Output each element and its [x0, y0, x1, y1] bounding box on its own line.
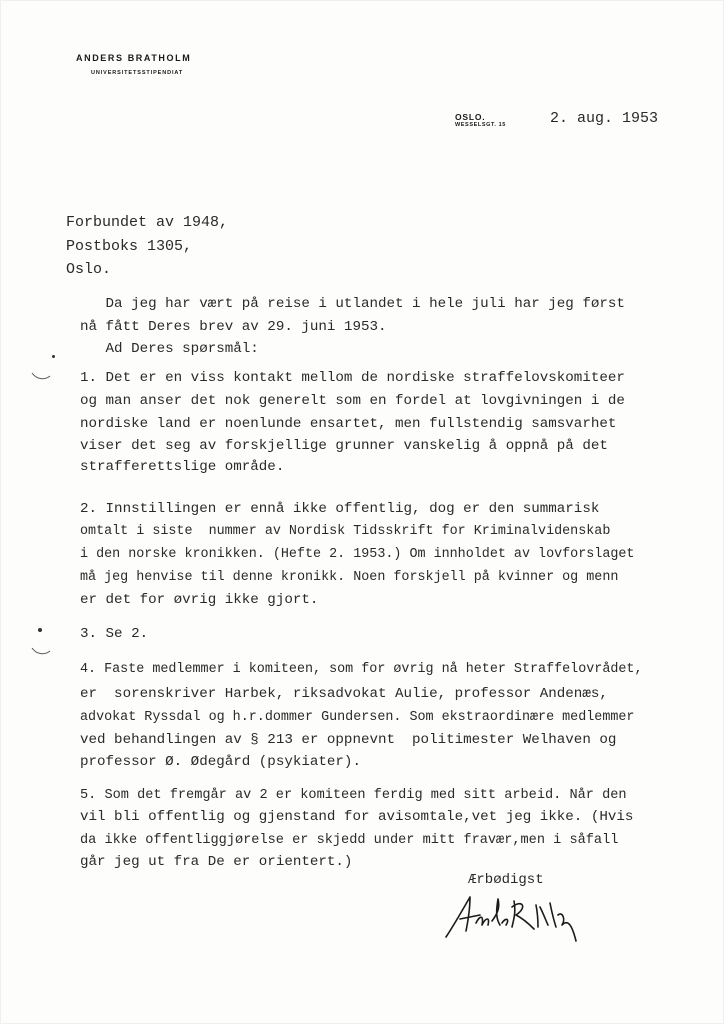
body-line: da ikke offentliggjørelse er skjedd under mitt fravær,men i såfall [80, 833, 619, 848]
letterhead-street: WESSELSGT. 15 [455, 122, 506, 128]
letterhead-title: UNIVERSITETSSTIPENDIAT [91, 70, 184, 76]
recipient-line: Postboks 1305, [66, 238, 193, 255]
body-line: er sorenskriver Harbek, riksadvokat Aulie, professor Andenæs, [80, 686, 608, 702]
letter-date: 2. aug. 1953 [550, 110, 659, 127]
body-line: viser det seg av forskjellige grunner vanskelig å oppnå på det [80, 438, 608, 454]
margin-mark [30, 645, 52, 657]
body-line: nå fått Deres brev av 29. juni 1953. [80, 319, 387, 335]
body-line: omtalt i siste nummer av Nordisk Tidsskrift for Kriminalvidenskab [80, 524, 611, 539]
margin-dot [52, 355, 55, 358]
body-line: nordiske land er noenlunde ensartet, men fullstendig samsvarhet [80, 416, 617, 432]
letterhead-name: ANDERS BRATHOLM [76, 53, 192, 63]
body-line: går jeg ut fra De er orientert.) [80, 854, 353, 870]
body-line: 2. Innstillingen er ennå ikke offentlig, dog er den summarisk [80, 501, 600, 517]
body-line: 1. Det er en viss kontakt mellom de nordiske straffelovskomiteer [80, 370, 625, 386]
body-line: ved behandlingen av § 213 er oppnevnt politimester Welhaven og [80, 732, 617, 748]
body-line: 4. Faste medlemmer i komiteen, som for øvrig nå heter Straffelovrådet, [80, 662, 643, 677]
body-line: må jeg henvise til denne kronikk. Noen forskjell på kvinner og menn [80, 570, 619, 585]
body-line: 3. Se 2. [80, 626, 149, 642]
body-line: og man anser det nok generelt som en fordel at lovgivningen i de [80, 393, 625, 409]
body-line: Da jeg har vært på reise i utlandet i hele juli har jeg først [80, 296, 625, 312]
margin-dot [38, 628, 42, 632]
closing: Ærbødigst [468, 872, 544, 888]
body-line: i den norske kronikken. (Hefte 2. 1953.) Om innholdet av lovforslaget [80, 547, 635, 562]
body-line: strafferettslige område. [80, 459, 285, 475]
handwritten-signature [440, 885, 590, 945]
body-line: er det for øvrig ikke gjort. [80, 592, 319, 608]
recipient-line: Forbundet av 1948, [66, 214, 229, 231]
body-line: 5. Som det fremgår av 2 er komiteen ferdig med sitt arbeid. Når den [80, 788, 627, 803]
body-line: advokat Ryssdal og h.r.dommer Gundersen. Som ekstraordinære medlemmer [80, 710, 635, 725]
body-line: vil bli offentlig og gjenstand for avisomtale,vet jeg ikke. (Hvis [80, 809, 634, 825]
margin-mark [30, 370, 52, 382]
body-line: Ad Deres spørsmål: [80, 341, 259, 357]
body-line: professor Ø. Ødegård (psykiater). [80, 754, 361, 770]
recipient-line: Oslo. [66, 261, 112, 278]
letterhead-city: OSLO. [455, 112, 486, 122]
